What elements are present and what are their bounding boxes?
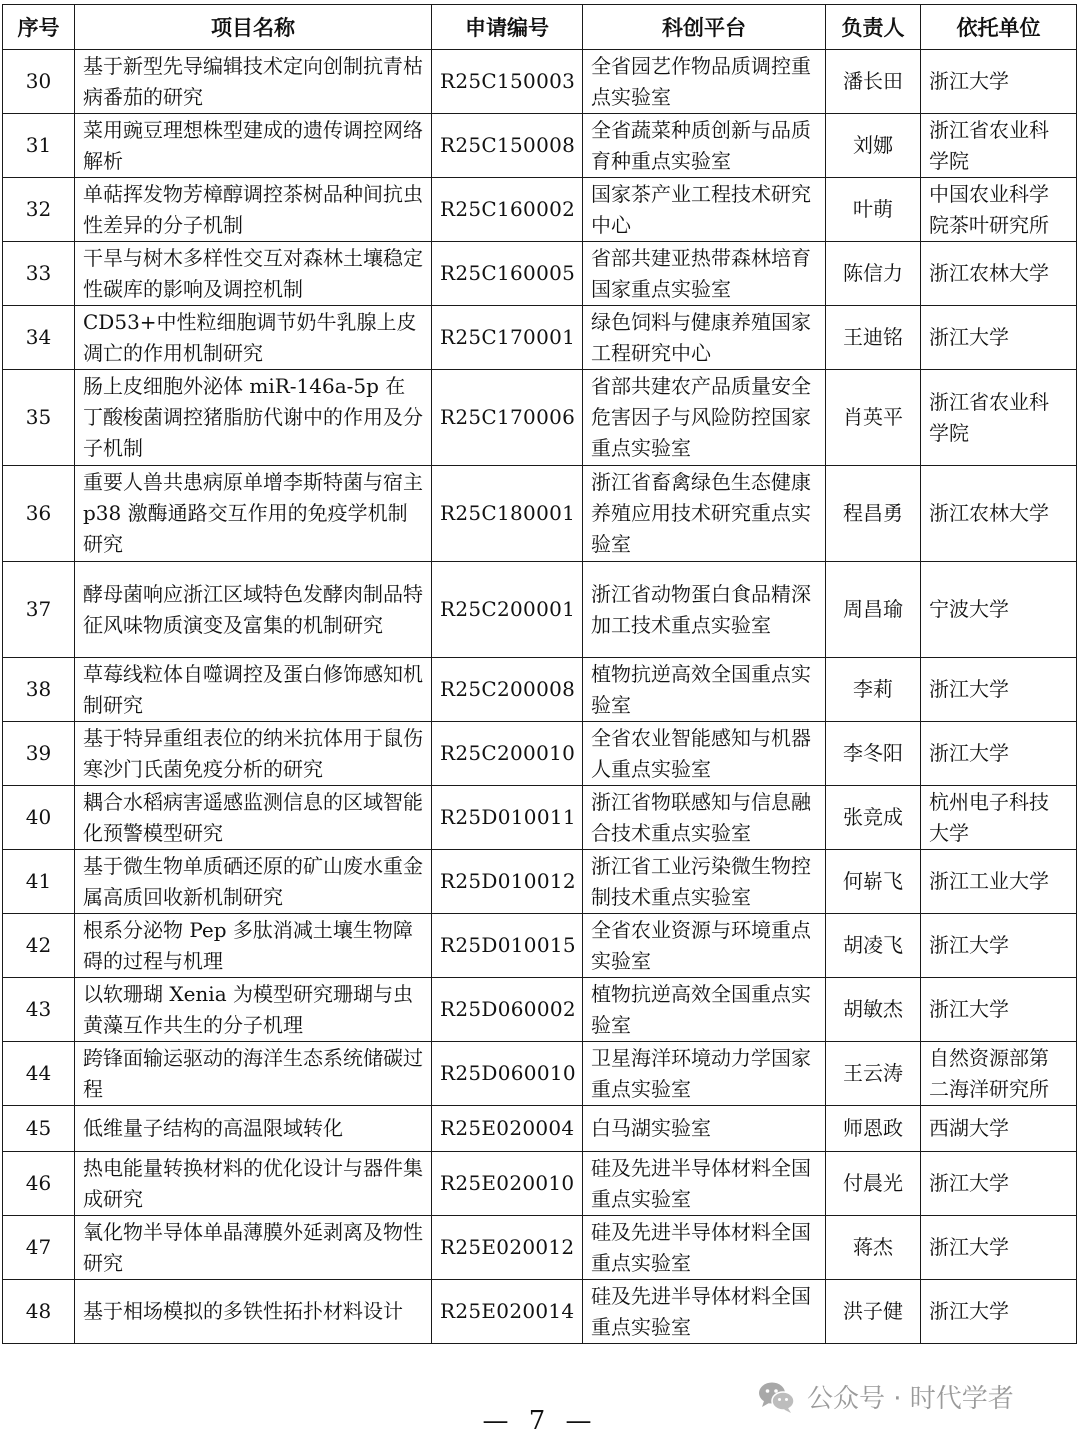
cell-unit: 浙江省农业科学院 <box>921 370 1077 466</box>
watermark-text: 公众号 · 时代学者 <box>807 1384 1014 1414</box>
cell-serial: 35 <box>3 370 75 466</box>
cell-platform: 浙江省物联感知与信息融合技术重点实验室 <box>583 786 826 850</box>
cell-serial: 42 <box>3 914 75 978</box>
cell-lead: 程昌勇 <box>826 466 921 562</box>
table-row <box>3 1042 1077 1106</box>
cell-application-code: R25C170001 <box>432 306 583 370</box>
cell-platform: 浙江省动物蛋白食品精深加工技术重点实验室 <box>583 562 826 658</box>
cell-serial: 44 <box>3 1042 75 1106</box>
cell-application-code: R25E020004 <box>432 1106 583 1152</box>
cell-application-code: R25C200008 <box>432 658 583 722</box>
table-row <box>3 50 1077 114</box>
cell-application-code: R25C150008 <box>432 114 583 178</box>
cell-application-code: R25E020010 <box>432 1152 583 1216</box>
cell-platform: 植物抗逆高效全国重点实验室 <box>583 978 826 1042</box>
cell-platform: 绿色饲料与健康养殖国家工程研究中心 <box>583 306 826 370</box>
cell-project-name: 热电能量转换材料的优化设计与器件集成研究 <box>75 1152 432 1216</box>
cell-application-code: R25C200010 <box>432 722 583 786</box>
cell-application-code: R25D010012 <box>432 850 583 914</box>
cell-serial: 47 <box>3 1216 75 1280</box>
cell-application-code: R25D060002 <box>432 978 583 1042</box>
cell-serial: 41 <box>3 850 75 914</box>
cell-unit: 浙江大学 <box>921 722 1077 786</box>
table-header-row <box>3 5 1077 50</box>
header-platform: 科创平台 <box>583 5 826 50</box>
cell-application-code: R25C200001 <box>432 562 583 658</box>
cell-project-name: 单萜挥发物芳樟醇调控茶树品种间抗虫性差异的分子机制 <box>75 178 432 242</box>
table-row <box>3 1152 1077 1216</box>
cell-platform: 硅及先进半导体材料全国重点实验室 <box>583 1216 826 1280</box>
cell-platform: 全省农业智能感知与机器人重点实验室 <box>583 722 826 786</box>
cell-project-name: 基于相场模拟的多铁性拓扑材料设计 <box>75 1280 432 1344</box>
table-row <box>3 914 1077 978</box>
cell-lead: 潘长田 <box>826 50 921 114</box>
table-row <box>3 562 1077 658</box>
cell-lead: 周昌瑜 <box>826 562 921 658</box>
cell-serial: 30 <box>3 50 75 114</box>
cell-unit: 浙江大学 <box>921 914 1077 978</box>
table-row <box>3 722 1077 786</box>
cell-lead: 刘娜 <box>826 114 921 178</box>
table-row <box>3 466 1077 562</box>
cell-unit: 西湖大学 <box>921 1106 1077 1152</box>
cell-lead: 胡凌飞 <box>826 914 921 978</box>
cell-serial: 32 <box>3 178 75 242</box>
cell-serial: 48 <box>3 1280 75 1344</box>
table-row <box>3 786 1077 850</box>
cell-serial: 38 <box>3 658 75 722</box>
cell-platform: 国家茶产业工程技术研究中心 <box>583 178 826 242</box>
cell-application-code: R25C150003 <box>432 50 583 114</box>
table-row <box>3 658 1077 722</box>
cell-unit: 浙江工业大学 <box>921 850 1077 914</box>
cell-unit: 自然资源部第二海洋研究所 <box>921 1042 1077 1106</box>
project-table <box>2 4 1077 1344</box>
cell-serial: 40 <box>3 786 75 850</box>
header-project-name: 项目名称 <box>75 5 432 50</box>
cell-lead: 胡敏杰 <box>826 978 921 1042</box>
cell-application-code: R25C170006 <box>432 370 583 466</box>
cell-project-name: 干旱与树木多样性交互对森林土壤稳定性碳库的影响及调控机制 <box>75 242 432 306</box>
cell-application-code: R25C180001 <box>432 466 583 562</box>
cell-serial: 33 <box>3 242 75 306</box>
table-row <box>3 1280 1077 1344</box>
cell-unit: 浙江农林大学 <box>921 466 1077 562</box>
cell-project-name: 重要人兽共患病原单增李斯特菌与宿主 p38 激酶通路交互作用的免疫学机制研究 <box>75 466 432 562</box>
cell-project-name: 根系分泌物 Pep 多肽消减土壤生物障碍的过程与机理 <box>75 914 432 978</box>
cell-lead: 付晨光 <box>826 1152 921 1216</box>
cell-project-name: 耦合水稻病害遥感监测信息的区域智能化预警模型研究 <box>75 786 432 850</box>
cell-lead: 王云涛 <box>826 1042 921 1106</box>
cell-application-code: R25D010015 <box>432 914 583 978</box>
cell-unit: 宁波大学 <box>921 562 1077 658</box>
table-row <box>3 978 1077 1042</box>
cell-lead: 李冬阳 <box>826 722 921 786</box>
cell-platform: 白马湖实验室 <box>583 1106 826 1152</box>
cell-unit: 中国农业科学院茶叶研究所 <box>921 178 1077 242</box>
cell-lead: 王迪铭 <box>826 306 921 370</box>
table-row <box>3 370 1077 466</box>
cell-lead: 洪子健 <box>826 1280 921 1344</box>
cell-unit: 浙江大学 <box>921 978 1077 1042</box>
header-application-code: 申请编号 <box>432 5 583 50</box>
table-row <box>3 306 1077 370</box>
cell-lead: 肖英平 <box>826 370 921 466</box>
cell-lead: 师恩政 <box>826 1106 921 1152</box>
cell-application-code: R25C160005 <box>432 242 583 306</box>
cell-application-code: R25D010011 <box>432 786 583 850</box>
cell-application-code: R25E020012 <box>432 1216 583 1280</box>
cell-application-code: R25E020014 <box>432 1280 583 1344</box>
cell-project-name: 氧化物半导体单晶薄膜外延剥离及物性研究 <box>75 1216 432 1280</box>
cell-serial: 46 <box>3 1152 75 1216</box>
cell-platform: 硅及先进半导体材料全国重点实验室 <box>583 1280 826 1344</box>
cell-project-name: 肠上皮细胞外泌体 miR-146a-5p 在丁酸梭菌调控猪脂肪代谢中的作用及分子机制 <box>75 370 432 466</box>
table-body <box>3 50 1077 1344</box>
cell-serial: 31 <box>3 114 75 178</box>
cell-lead: 李莉 <box>826 658 921 722</box>
cell-application-code: R25C160002 <box>432 178 583 242</box>
cell-unit: 浙江大学 <box>921 658 1077 722</box>
cell-lead: 陈信力 <box>826 242 921 306</box>
table-row <box>3 114 1077 178</box>
cell-project-name: 基于微生物单质硒还原的矿山废水重金属高质回收新机制研究 <box>75 850 432 914</box>
cell-project-name: 以软珊瑚 Xenia 为模型研究珊瑚与虫黄藻互作共生的分子机理 <box>75 978 432 1042</box>
cell-unit: 浙江农林大学 <box>921 242 1077 306</box>
page-number: — 7 — <box>482 1406 598 1436</box>
cell-platform: 省部共建亚热带森林培育国家重点实验室 <box>583 242 826 306</box>
cell-unit: 浙江大学 <box>921 1216 1077 1280</box>
table-row <box>3 1216 1077 1280</box>
cell-lead: 叶萌 <box>826 178 921 242</box>
table-row <box>3 1106 1077 1152</box>
cell-unit: 浙江省农业科学院 <box>921 114 1077 178</box>
cell-platform: 全省农业资源与环境重点实验室 <box>583 914 826 978</box>
cell-platform: 全省园艺作物品质调控重点实验室 <box>583 50 826 114</box>
cell-serial: 37 <box>3 562 75 658</box>
header-serial: 序号 <box>3 5 75 50</box>
cell-lead: 何崭飞 <box>826 850 921 914</box>
table-row <box>3 242 1077 306</box>
cell-serial: 43 <box>3 978 75 1042</box>
cell-project-name: 基于特异重组表位的纳米抗体用于鼠伤寒沙门氏菌免疫分析的研究 <box>75 722 432 786</box>
cell-project-name: CD53+中性粒细胞调节奶牛乳腺上皮凋亡的作用机制研究 <box>75 306 432 370</box>
cell-platform: 卫星海洋环境动力学国家重点实验室 <box>583 1042 826 1106</box>
cell-unit: 浙江大学 <box>921 50 1077 114</box>
cell-lead: 蒋杰 <box>826 1216 921 1280</box>
cell-serial: 34 <box>3 306 75 370</box>
cell-platform: 省部共建农产品质量安全危害因子与风险防控国家重点实验室 <box>583 370 826 466</box>
cell-project-name: 菜用豌豆理想株型建成的遗传调控网络解析 <box>75 114 432 178</box>
cell-application-code: R25D060010 <box>432 1042 583 1106</box>
table-row <box>3 850 1077 914</box>
cell-project-name: 基于新型先导编辑技术定向创制抗青枯病番茄的研究 <box>75 50 432 114</box>
cell-unit: 浙江大学 <box>921 1152 1077 1216</box>
cell-serial: 39 <box>3 722 75 786</box>
cell-project-name: 低维量子结构的高温限域转化 <box>75 1106 432 1152</box>
cell-platform: 植物抗逆高效全国重点实验室 <box>583 658 826 722</box>
cell-unit: 浙江大学 <box>921 1280 1077 1344</box>
cell-serial: 45 <box>3 1106 75 1152</box>
cell-platform: 硅及先进半导体材料全国重点实验室 <box>583 1152 826 1216</box>
table-row <box>3 178 1077 242</box>
cell-unit: 杭州电子科技大学 <box>921 786 1077 850</box>
header-unit: 依托单位 <box>921 5 1077 50</box>
header-lead: 负责人 <box>826 5 921 50</box>
cell-unit: 浙江大学 <box>921 306 1077 370</box>
cell-project-name: 酵母菌响应浙江区域特色发酵肉制品特征风味物质演变及富集的机制研究 <box>75 562 432 658</box>
cell-project-name: 跨锋面输运驱动的海洋生态系统储碳过程 <box>75 1042 432 1106</box>
cell-lead: 张竞成 <box>826 786 921 850</box>
cell-serial: 36 <box>3 466 75 562</box>
cell-platform: 全省蔬菜种质创新与品质育种重点实验室 <box>583 114 826 178</box>
cell-project-name: 草莓线粒体自噬调控及蛋白修饰感知机制研究 <box>75 658 432 722</box>
cell-platform: 浙江省工业污染微生物控制技术重点实验室 <box>583 850 826 914</box>
cell-platform: 浙江省畜禽绿色生态健康养殖应用技术研究重点实验室 <box>583 466 826 562</box>
